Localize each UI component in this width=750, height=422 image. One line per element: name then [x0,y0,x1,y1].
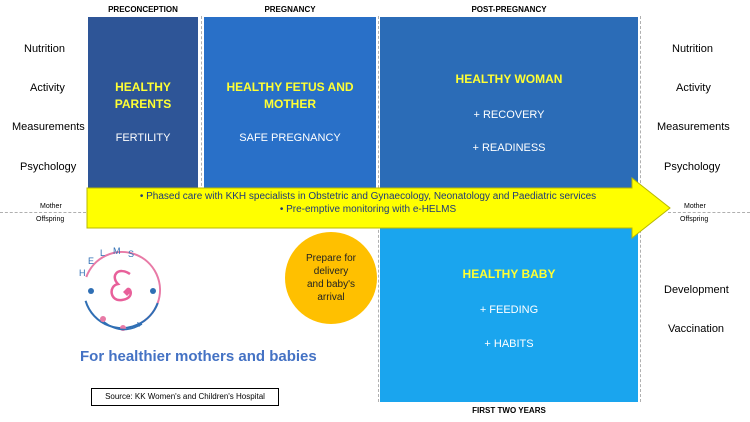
healthy-woman-title: HEALTHY WOMAN [455,72,563,86]
divider-line [201,16,202,196]
mother-offspring-divider [0,212,86,213]
healthy-parents-title-1: HEALTHY [115,80,171,94]
right-label-vaccination: Vaccination [668,323,725,335]
healthy-parents-block [88,17,198,194]
healthy-baby-title: HEALTHY BABY [462,267,556,281]
left-label-activity: Activity [30,82,65,94]
arrow-line-monitoring: • Pre-emptive monitoring with e-HELMS [279,204,457,215]
readiness-label: + READINESS [472,142,546,154]
phase-first-two-years: FIRST TWO YEARS [472,406,546,415]
right-label-activity: Activity [676,82,711,94]
safe-pregnancy-label: SAFE PREGNANCY [239,132,341,144]
phase-post-pregnancy: POST-PREGNANCY [471,5,547,14]
feeding-label: + FEEDING [479,304,539,316]
left-label-offspring: Offspring [36,216,65,223]
fertility-label: FERTILITY [115,132,171,144]
circle-line-3: and baby's [306,279,356,290]
right-label-development: Development [664,284,729,296]
right-label-measurements: Measurements [657,121,730,133]
tagline: For healthier mothers and babies [80,348,317,365]
healthy-fetus-title-2: MOTHER [264,97,316,111]
healthy-parents-title-2: PARENTS [114,97,172,111]
left-label-psychology: Psychology [20,161,77,173]
right-label-nutrition: Nutrition [672,43,713,55]
arrow-text [88,190,648,216]
phase-pregnancy: PREGNANCY [264,5,316,14]
right-label-offspring: Offspring [680,216,709,223]
arrow-line-phased-care: • Phased care with KKH specialists in Obstetric and Gynaecology, Neonatology and Paediatric services [139,191,597,202]
healthy-fetus-mother-block [204,17,376,194]
prepare-delivery-circle [285,232,377,324]
circle-line-4: arrival [317,292,345,303]
healthy-woman-block [380,17,638,194]
right-label-mother: Mother [684,203,706,210]
circle-line-2: delivery [313,266,349,277]
right-label-psychology: Psychology [664,161,721,173]
source-box: Source: KK Women's and Children's Hospital [91,388,279,406]
left-label-mother: Mother [40,203,62,210]
healthy-baby-block [380,226,638,402]
recovery-label: + RECOVERY [473,109,545,121]
circle-line-1: Prepare for [305,253,357,264]
healthy-fetus-title-1: HEALTHY FETUS AND [226,80,354,94]
left-label-nutrition: Nutrition [24,43,65,55]
left-label-measurements: Measurements [12,121,85,133]
habits-label: + HABITS [484,338,534,350]
mother-offspring-divider [668,212,750,213]
phase-preconception: PRECONCEPTION [108,5,178,14]
